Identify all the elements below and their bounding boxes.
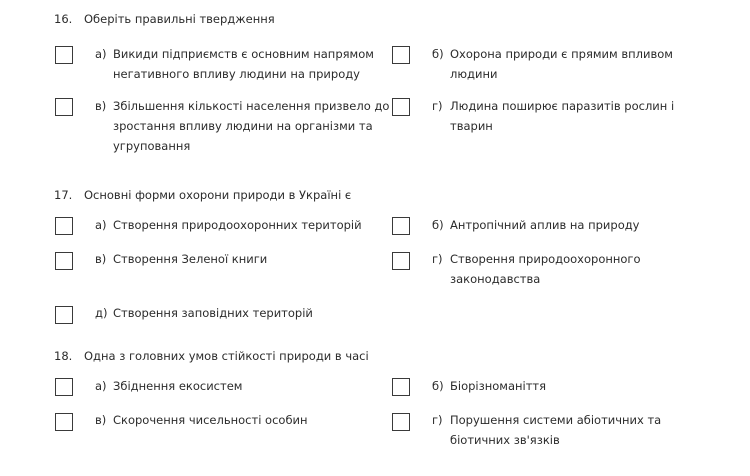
checkbox-18-g[interactable] xyxy=(392,413,410,431)
option-17-g xyxy=(432,249,682,289)
question-number: 17. xyxy=(54,188,73,202)
option-17-v xyxy=(95,249,395,269)
option-16-b xyxy=(432,44,702,84)
checkbox-17-g[interactable] xyxy=(392,252,410,270)
option-text: Збіднення екосистем xyxy=(113,379,243,393)
option-text: Створення природоохоронного законодавства xyxy=(450,252,641,286)
option-18-a xyxy=(95,376,395,396)
option-text: Скорочення чисельності особин xyxy=(113,413,308,427)
option-17-b xyxy=(432,215,712,235)
question-text: Основні форми охорони природи в Україні є xyxy=(84,188,352,202)
option-letter: б) xyxy=(432,47,444,61)
option-16-g xyxy=(432,96,707,136)
option-17-a xyxy=(95,215,395,235)
option-letter: в) xyxy=(95,99,107,113)
option-text: Порушення системи абіотичних та біотичних зв'язків xyxy=(450,413,662,447)
checkbox-16-b[interactable] xyxy=(392,46,410,64)
question-text: Одна з головних умов стійкості природи в часі xyxy=(84,349,369,363)
option-text: Збільшення кількості населення призвело до зростання впливу людини на організми та угруповання xyxy=(113,99,390,153)
checkbox-17-a[interactable] xyxy=(55,217,73,235)
question-text: Оберіть правильні твердження xyxy=(84,12,275,26)
checkbox-18-v[interactable] xyxy=(55,413,73,431)
option-letter: в) xyxy=(95,252,107,266)
option-16-a xyxy=(95,44,405,84)
option-letter: в) xyxy=(95,413,107,427)
option-17-d xyxy=(95,303,395,323)
checkbox-16-a[interactable] xyxy=(55,46,73,64)
option-text: Охорона природи є прямим впливом людини xyxy=(450,47,673,81)
checkbox-17-b[interactable] xyxy=(392,217,410,235)
option-text: Людина поширює паразитів рослин і тварин xyxy=(450,99,675,133)
checkbox-18-a[interactable] xyxy=(55,378,73,396)
option-18-g xyxy=(432,410,687,450)
option-letter: г) xyxy=(432,413,443,427)
question-18-title xyxy=(54,349,369,363)
question-17-title xyxy=(54,188,351,202)
option-letter: б) xyxy=(432,218,444,232)
option-text: Створення природоохоронних територій xyxy=(113,218,362,232)
option-18-v xyxy=(95,410,395,430)
question-number: 16. xyxy=(54,12,73,26)
option-letter: б) xyxy=(432,379,444,393)
option-letter: д) xyxy=(95,306,108,320)
option-text: Викиди підприємств є основним напрямом негативного впливу людини на природу xyxy=(113,47,374,81)
option-text: Створення Зеленої книги xyxy=(113,252,268,266)
question-16-title xyxy=(54,12,275,26)
option-16-v xyxy=(95,96,405,156)
option-letter: г) xyxy=(432,252,443,266)
checkbox-16-g[interactable] xyxy=(392,98,410,116)
option-18-b xyxy=(432,376,712,396)
checkbox-16-v[interactable] xyxy=(55,98,73,116)
option-text: Створення заповідних територій xyxy=(113,306,313,320)
checkbox-17-v[interactable] xyxy=(55,252,73,270)
option-letter: а) xyxy=(95,379,107,393)
option-text: Антропічний аплив на природу xyxy=(450,218,640,232)
checkbox-18-b[interactable] xyxy=(392,378,410,396)
option-text: Біорізноманіття xyxy=(450,379,547,393)
option-letter: а) xyxy=(95,47,107,61)
option-letter: а) xyxy=(95,218,107,232)
checkbox-17-d[interactable] xyxy=(55,306,73,324)
question-number: 18. xyxy=(54,349,73,363)
option-letter: г) xyxy=(432,99,443,113)
